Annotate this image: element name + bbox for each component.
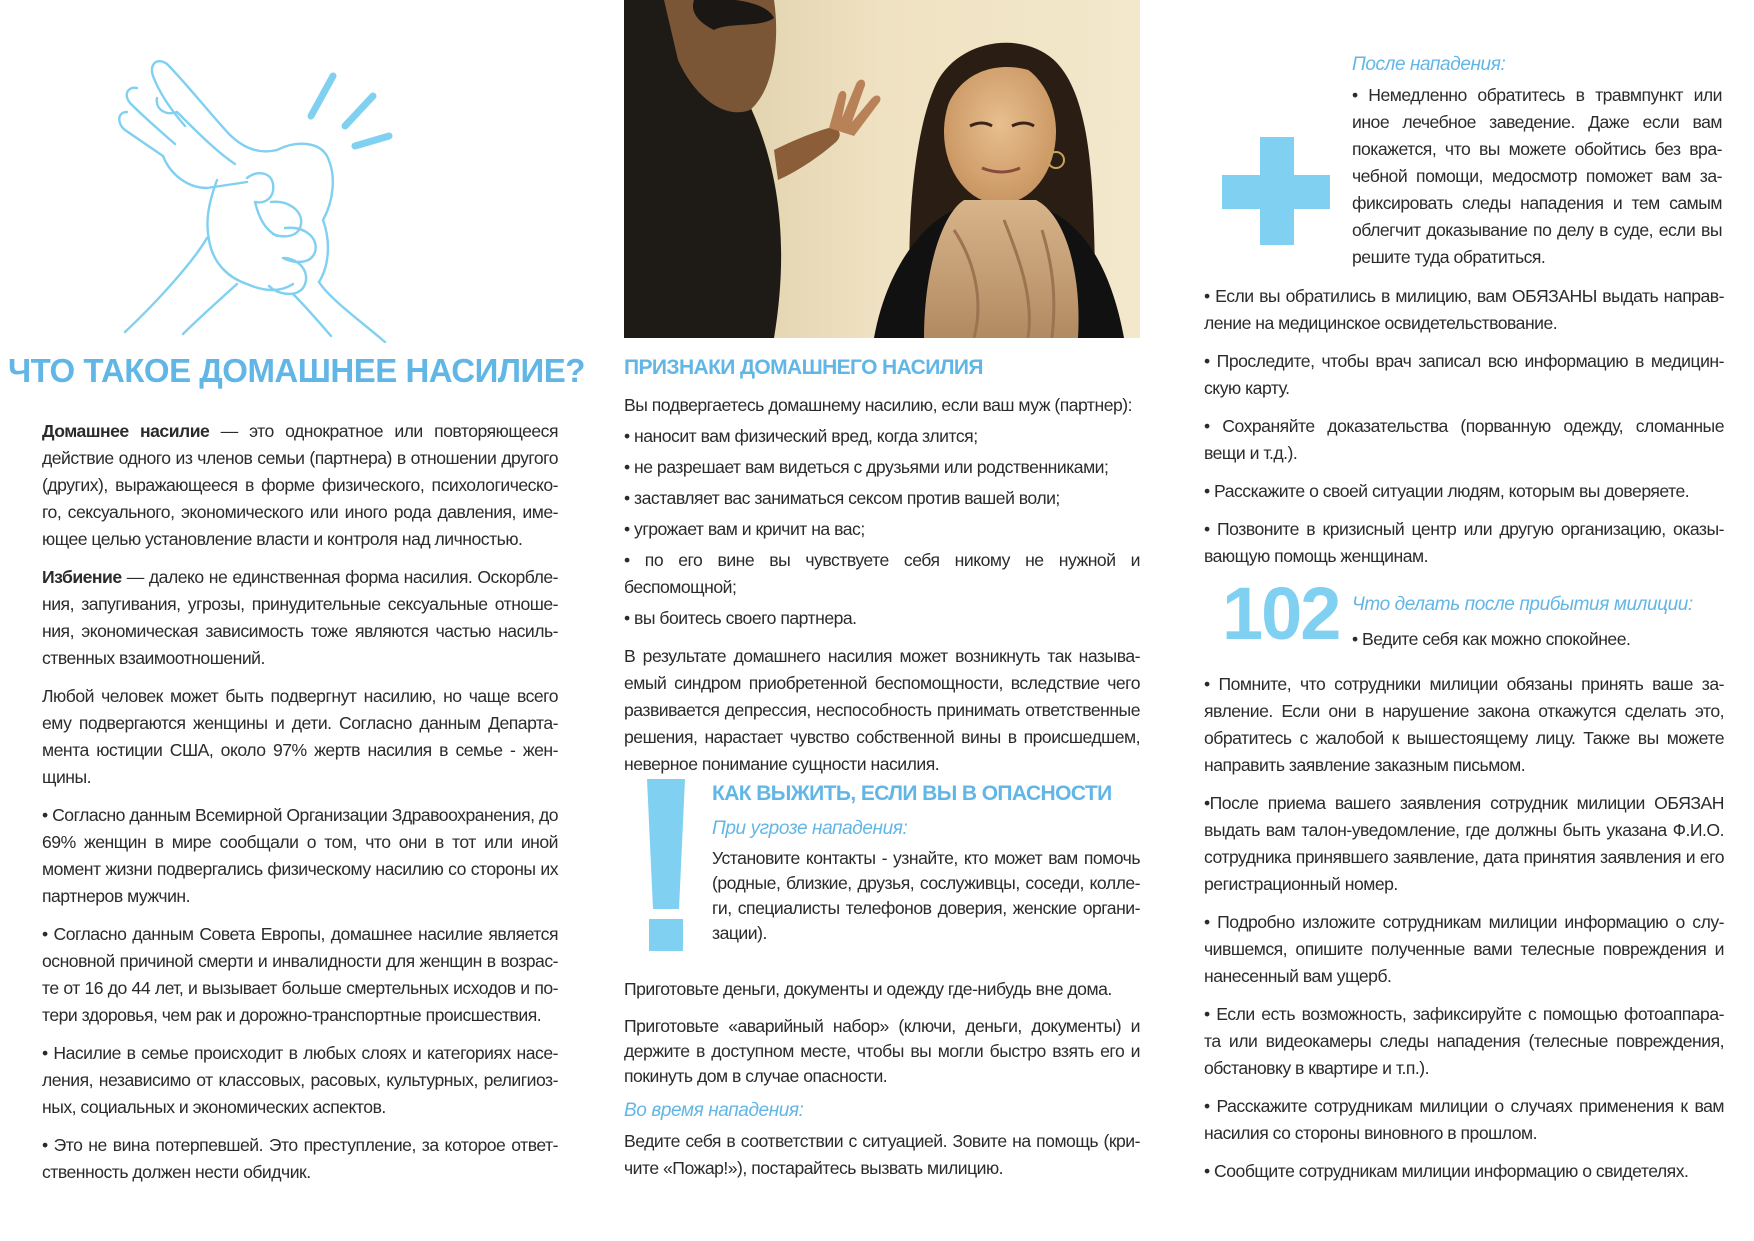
- survive-heading: КАК ВЫЖИТЬ, ЕСЛИ ВЫ В ОПАСНОСТИ: [712, 782, 1112, 805]
- signs-heading: ПРИЗНАКИ ДОМАШНЕГО НАСИЛИЯ: [624, 356, 983, 379]
- exclamation-icon: [645, 779, 687, 951]
- term-beating: Избиение: [42, 567, 122, 587]
- paragraph-statistics: Любой человек может быть подвергнут насилию, но чаще всего ему подвергаются женщины и дети. Согласно данным Департа-мента юстиции США, около 97% жертв насилия в семье - жен-щины.: [42, 686, 558, 787]
- page-title: ЧТО ТАКОЕ ДОМАШНЕЕ НАСИЛИЕ?: [8, 352, 585, 389]
- definition-text: — это однократное или повторяющееся действие одного из членов семьи (партнера) в отношении другого (других), выражающееся в форме физического, психологическо-го, сексуального, экономического или иного рода давления, име-ющее целью установление власти и контроля над личностью.: [42, 421, 558, 549]
- police-subheading: Что делать после прибытия милиции:: [1352, 594, 1693, 615]
- wrist-grab-illustration: [97, 52, 447, 344]
- after-item: • Расскажите о своей ситуации людям, которым вы доверяете.: [1204, 481, 1690, 501]
- police-first-item: • Ведите себя как можно спокойнее.: [1352, 629, 1631, 649]
- police-header-block: [1352, 594, 1722, 664]
- threat-text: Установите контакты - узнайте, кто может вам помочь (родные, близкие, друзья, сослуживцы, соседи, колле-ги, специалисты телефонов доверия, женские органи-зации).: [712, 848, 1140, 943]
- definition-domestic-violence: [42, 418, 558, 553]
- after-item: • Позвоните в кризисный центр или другую организацию, оказы-вающую помощь женщинам.: [1204, 519, 1724, 566]
- police-item: • Если есть возможность, зафиксируйте с помощью фотоаппара-та или видеокамеры следы нападения (телесные повреждения, обстановку в квартире и т.п.).: [1204, 1004, 1724, 1078]
- definition-beating: [42, 564, 558, 672]
- sign-item: • угрожает вам и кричит на вас;: [624, 519, 865, 539]
- after-subheading: После нападения:: [1352, 54, 1506, 75]
- police-number: 102: [1222, 572, 1340, 655]
- sign-item: • не разрешает вам видеться с друзьями или родственниками;: [624, 457, 1109, 477]
- term-domestic-violence: Домашнее насилие: [42, 421, 210, 441]
- sign-item: • заставляет вас заниматься сексом против вашей воли;: [624, 488, 1060, 508]
- after-item: • Сохраняйте доказательства (порванную одежду, сломанные вещи и т.д.).: [1204, 416, 1724, 463]
- column-signs: [624, 356, 1140, 789]
- sign-item: • по его вине вы чувствуете себя никому не нужной и беспомощной;: [624, 550, 1140, 597]
- couple-photo: [624, 0, 1140, 338]
- police-item: • Подробно изложите сотрудникам милиции информацию о слу-чившемся, опишите полученные вами телесные повреждения и нанесенный вам ущерб.: [1204, 912, 1724, 986]
- signs-intro: Вы подвергаетесь домашнему насилию, если ваш муж (партнер):: [624, 395, 1133, 415]
- threat-subheading: При угрозе нападения:: [712, 818, 908, 839]
- fact-who: • Согласно данным Всемирной Организации Здравоохранения, до 69% женщин в мире сообщали о том, что они в тот или иной момент жизни подвергались физическому насилию со стороны их партнеров мужчин.: [42, 805, 558, 906]
- prepare-text-2: Приготовьте «аварийный набор» (ключи, деньги, документы) и держите в доступном месте, чтобы вы могли быстро взять его и покинуть дом в случае опасности.: [624, 1016, 1140, 1086]
- fact-council-europe: • Согласно данным Совета Европы, домашнее насилие является основной причиной смерти и инвалидности для женщин в возрас-те от 16 до 44 лет, и вызывает больше смертельных исходов и по-тери здоровья, чем рак и дорожно-транспортные происшествия.: [42, 924, 558, 1025]
- sign-item: • наносит вам физический вред, когда злится;: [624, 426, 978, 446]
- police-item: • Расскажите сотрудникам милиции о случаях применения к вам насилия со стороны виновного в прошлом.: [1204, 1096, 1724, 1143]
- fact-not-victim-fault: • Это не вина потерпевшей. Это преступление, за которое ответ-ственность должен нести обидчик.: [42, 1135, 558, 1182]
- police-item: • Помните, что сотрудники милиции обязаны принять ваше за-явление. Если они в нарушение закона откажутся сделать это, обратитесь с жалобой к вышестоящему лицу. Также вы можете направить заявление заказным письмом.: [1204, 674, 1724, 775]
- police-item: •После приема вашего заявления сотрудник милиции ОБЯЗАН выдать вам талон-уведомление, где должны быть указана Ф.И.О. сотрудника принявшего заявление, дата принятия заявления и его регистрационный номер.: [1204, 793, 1724, 894]
- signs-result: В результате домашнего насилия может возникнуть так называ-емый синдром приобретенной беспомощности, вследствие чего развивается депрессия, неспособность принимать ответственные решения, нарастает чувство собственной вины в происшедшем, неверное понимание сущности насилия.: [624, 646, 1140, 774]
- after-list: [1204, 283, 1724, 581]
- after-item: • Если вы обратились в милицию, вам ОБЯЗАНЫ выдать направ-ление на медицинское освидетельствование.: [1204, 286, 1724, 333]
- prepare-text-1: Приготовьте деньги, документы и одежду где-нибудь вне дома.: [624, 979, 1112, 999]
- during-subheading: Во время нападения:: [624, 1100, 804, 1121]
- during-text: Ведите себя в соответствии с ситуацией. Зовите на помощь (кри-чите «Пожар!»), постарайтесь вызвать милицию.: [624, 1131, 1140, 1178]
- after-item: • Проследите, чтобы врач записал всю информацию в медицин-скую карту.: [1204, 351, 1724, 398]
- police-item: • Сообщите сотрудникам милиции информацию о свидетелях.: [1204, 1161, 1689, 1181]
- definition-text: — далеко не единственная форма насилия. Оскорбле-ния, запугивания, угрозы, принудительные сексуальные отноше-ния, экономическая зависимость тоже являются частью насиль-ственных взаимоотношений.: [42, 567, 558, 668]
- fact-all-groups: • Насилие в семье происходит в любых слоях и категориях насе-ления, независимо от классовых, расовых, культурных, религиоз-ных, социальных и экономических аспектов.: [42, 1043, 558, 1117]
- police-list: [1204, 671, 1724, 1196]
- after-block: [1352, 54, 1722, 282]
- plus-icon: [1222, 137, 1330, 245]
- sign-item: • вы боитесь своего партнера.: [624, 608, 857, 628]
- prepare-block: [624, 976, 1140, 1193]
- after-text: • Немедленно обратитесь в травмпункт или иное лечебное заведение. Даже если вам покажется, что вы можете обойтись без вра-чебной помощи, медосмотр поможет вам за-фиксировать следы нападения и тем самым облегчит доказывание по делу в суде, если вы решите туда обратиться.: [1352, 85, 1722, 267]
- survive-block: [712, 782, 1140, 957]
- column-definitions: [42, 418, 558, 1197]
